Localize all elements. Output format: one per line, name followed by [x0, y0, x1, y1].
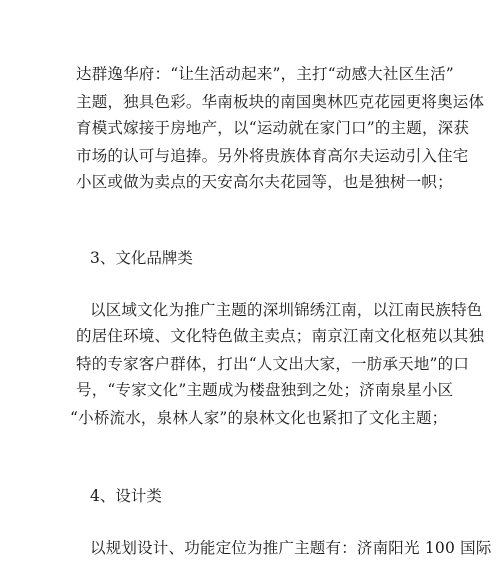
para2-line-3: 特的专家客户群体，打出“人文出大家，一肪承天地”的口 [76, 355, 470, 373]
para2-line-4: 号，“专家文化”主题成为楼盘独到之处；济南泉星小区 [76, 381, 454, 399]
para2-line-1: 以区域文化为推广主题的深圳锦绣江南，以江南民族特色 [90, 301, 483, 319]
para1-line-5: 小区或做为卖点的天安高尔夫花园等，也是独树一帜； [76, 173, 453, 191]
para1-line-4: 市场的认可与追捧。另外将贵族体育高尔夫运动引入住宅 [76, 147, 469, 165]
para2-line-2: 的居住环境、文化特色做主卖点；南京江南文化枢苑以其独 [76, 327, 485, 345]
para2-line-5: “小桥流水，泉林人家”的泉林文化也紧扣了文化主题； [70, 409, 448, 427]
para1-line-1: 达群逸华府：“让生活动起来”，主打“动感大社区生活” [76, 65, 454, 83]
section-4-heading: 4、设计类 [90, 487, 162, 505]
para1-line-2: 主题，独具色彩。华南板块的南国奥林匹克花园更将奥运体 [76, 93, 485, 111]
para1-line-3: 育模式嫁接于房地产，以“运动就在家门口”的主题，深获 [76, 119, 470, 137]
para3-line-1: 以规划设计、功能定位为推广主题有：济南阳光 100 国际 [90, 539, 492, 557]
section-3-heading: 3、文化品牌类 [90, 249, 193, 267]
